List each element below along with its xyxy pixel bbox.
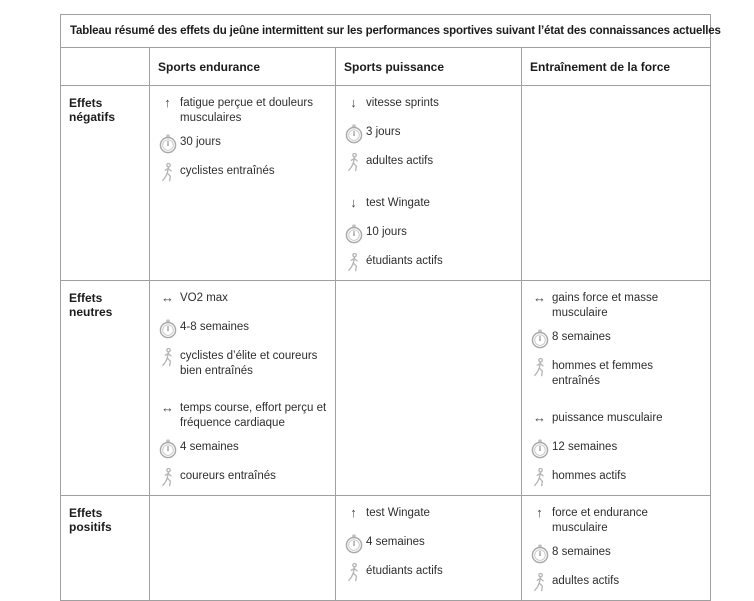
arrow-up-icon: ↑ [536,504,543,520]
duration-text: 4 semaines [180,440,239,453]
population-text: hommes et femmes entraînés [552,359,653,387]
stopwatch-icon [155,318,180,339]
effect-item [341,194,517,216]
title-row [61,15,711,48]
person-item [341,562,517,584]
person-icon [155,347,180,367]
effect-item [341,94,517,116]
duration-text: 8 semaines [552,545,611,558]
arrow-down-icon: ↓ [350,195,357,210]
effect-item [527,289,706,321]
effect-item [155,289,331,311]
stopwatch-item [527,543,706,565]
person-item [341,252,517,274]
person-icon [341,562,366,582]
effect-item [341,504,517,526]
cell-negatifs-puissance [336,86,522,281]
finding-block [155,94,331,184]
cell-neutres-puissance [336,281,522,496]
finding-block [527,409,706,489]
finding-block [527,289,706,389]
duration-text: 30 jours [180,135,221,148]
finding-block [155,289,331,379]
effect-text: force et endurance musculaire [552,506,648,534]
person-icon [527,357,552,377]
effect-text: fatigue perçue et douleurs musculaires [180,97,313,124]
row-effets-positifs [61,495,711,600]
duration-text: 10 jours [366,226,407,238]
effect-item [155,399,331,431]
stopwatch-icon [341,533,366,554]
finding-block [341,504,517,584]
stopwatch-icon [155,438,180,459]
effect-item [527,409,706,431]
person-icon [527,467,552,487]
stopwatch-icon [341,223,366,244]
person-item [527,572,706,594]
row-label-positifs: Effets positifs [61,495,150,600]
stopwatch-icon [527,438,552,459]
stopwatch-item [341,533,517,555]
person-icon [527,572,552,592]
cell-positifs-puissance [336,495,522,600]
arrow-up-icon: ↑ [350,504,357,520]
stopwatch-item [527,328,706,350]
effect-text: test Wingate [366,197,430,209]
population-text: coureurs entraînés [180,469,276,482]
effect-text: test Wingate [366,506,430,519]
person-item [155,347,331,379]
stopwatch-icon [527,543,552,564]
row-label-negatifs: Effets négatifs [61,86,150,281]
finding-block [155,399,331,489]
cell-neutres-endurance [150,281,336,496]
cell-negatifs-force [522,86,711,281]
duration-text: 12 semaines [552,440,618,453]
stopwatch-item [341,223,517,245]
person-icon [155,467,180,487]
person-item [155,162,331,184]
cell-positifs-endurance [150,495,336,600]
arrow-up-icon: ↑ [164,95,171,110]
population-text: adultes actifs [552,574,620,587]
finding-block [341,94,517,174]
stopwatch-icon [155,133,180,154]
person-icon [341,252,366,272]
header-row [61,48,711,86]
population-text: hommes actifs [552,469,627,482]
arrow-down-icon: ↓ [350,95,357,110]
effect-item [155,94,331,126]
column-header-puissance: Sports puissance [336,48,522,86]
arrow-both-icon: ↔ [161,290,174,305]
population-text: cyclistes entraînés [180,164,275,177]
duration-text: 8 semaines [552,330,611,343]
cell-negatifs-endurance [150,86,336,281]
effect-text: temps course, effort perçu et fréquence cardiaque [180,401,327,429]
summary-table [60,14,721,601]
stopwatch-item [155,438,331,460]
effect-item [527,504,706,536]
effect-text: vitesse sprints [366,97,439,109]
corner-cell [61,48,150,86]
population-text: cyclistes d’élite et coureurs bien entraînés [180,350,318,377]
stopwatch-item [155,133,331,155]
population-text: étudiants actifs [366,255,443,267]
stopwatch-icon [527,328,552,349]
population-text: étudiants actifs [366,564,443,577]
row-effets-negatifs [61,86,711,281]
duration-text: 4 semaines [366,535,425,548]
row-effets-neutres [61,281,711,496]
stopwatch-icon [341,123,366,144]
effect-text: puissance musculaire [552,411,663,424]
arrow-both-icon: ↔ [533,409,546,425]
person-item [155,467,331,489]
person-item [527,467,706,489]
population-text: adultes actifs [366,155,434,167]
row-label-neutres: Effets neutres [61,281,150,496]
arrow-both-icon: ↔ [533,290,546,305]
column-header-endurance: Sports endurance [150,48,336,86]
effect-text: VO2 max [180,292,228,304]
stopwatch-item [341,123,517,145]
effect-text: gains force et masse musculaire [552,292,659,319]
cell-positifs-force [522,495,711,600]
person-item [527,357,706,389]
stopwatch-item [527,438,706,460]
duration-text: 3 jours [366,126,401,138]
person-item [341,152,517,174]
arrow-both-icon: ↔ [161,399,174,415]
person-icon [341,152,366,172]
finding-block [341,194,517,274]
duration-text: 4-8 semaines [180,321,250,333]
table-title: Tableau résumé des effets du jeûne intermittent sur les performances sportives suivant l’état des connaissances actuelles [61,15,711,48]
finding-block [527,504,706,594]
stopwatch-item [155,318,331,340]
column-header-force: Entraînement de la force [522,48,711,86]
cell-neutres-force [522,281,711,496]
person-icon [155,162,180,182]
